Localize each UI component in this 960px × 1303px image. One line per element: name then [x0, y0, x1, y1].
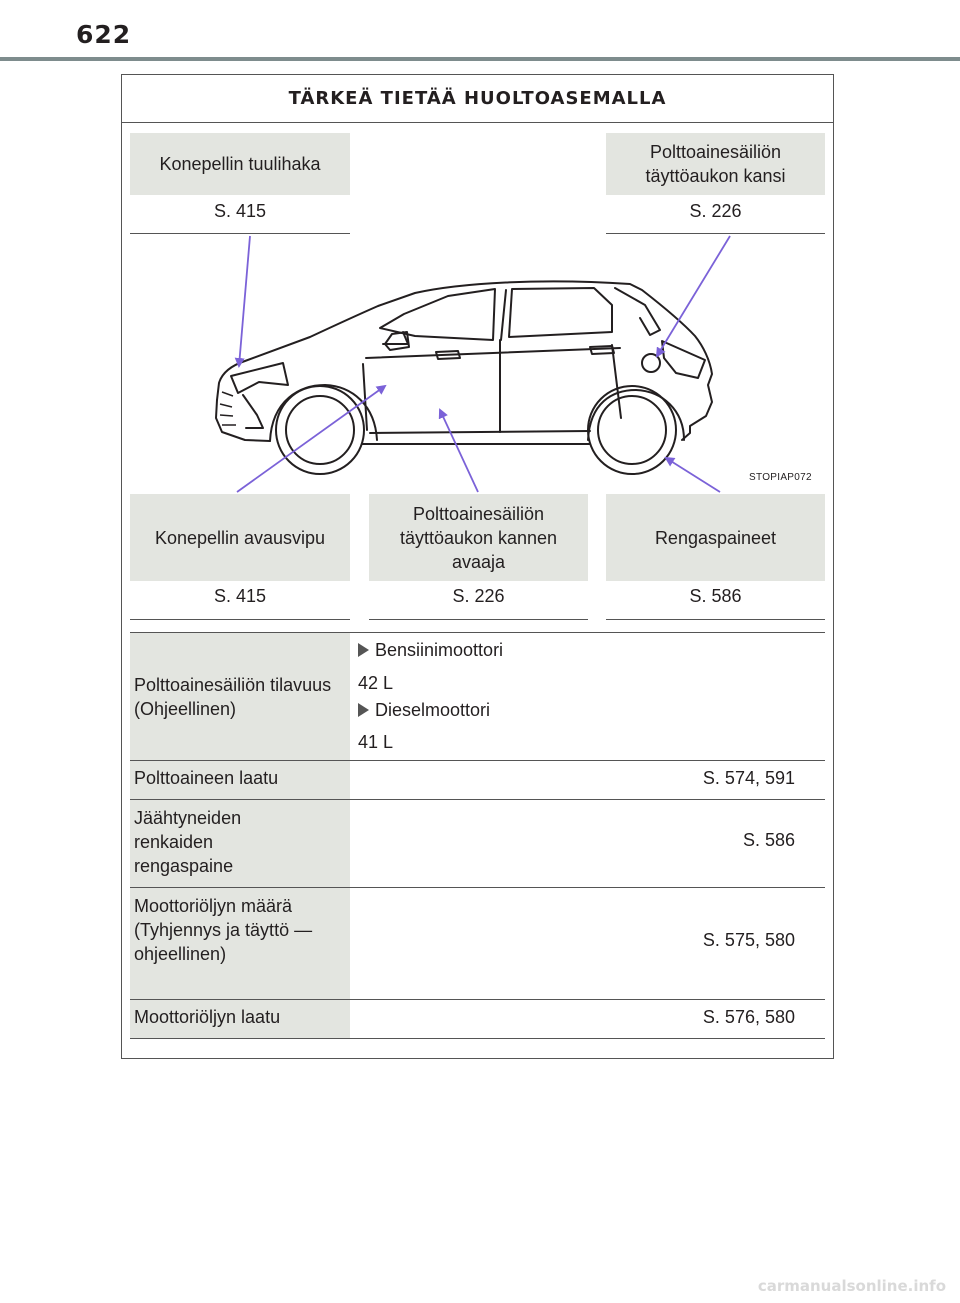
spec-value [350, 761, 825, 799]
spec-table [130, 632, 825, 1039]
spec-label: Moottoriöljyn laatu [130, 1000, 350, 1038]
list-item [358, 698, 817, 722]
callout-fuel-door-opener: Polttoainesäiliön täyttöaukon kannen avaaja [369, 494, 588, 581]
ref-tire-pressure: S. 586 [606, 586, 825, 620]
ref-hood-lever: S. 415 [130, 586, 350, 620]
spec-row-cold-tire-pressure [130, 799, 825, 887]
page-number: 622 [76, 20, 132, 49]
page-ref: S. 576, 580 [702, 1007, 795, 1027]
triangle-bullet-icon [358, 703, 369, 717]
ref-fuel-door: S. 226 [606, 201, 825, 234]
petrol-capacity: 42 L [358, 673, 394, 693]
spec-value [350, 888, 825, 999]
ref-hood-support: S. 415 [130, 201, 350, 234]
spec-row-oil-capacity [130, 887, 825, 999]
ref-fuel-door-opener: S. 226 [369, 586, 588, 620]
spec-label: Jäähtyneiden renkaiden rengaspaine [130, 800, 350, 887]
spec-row-oil-quality [130, 999, 825, 1039]
triangle-bullet-icon [358, 643, 369, 657]
spec-value [350, 800, 825, 887]
callout-fuel-door: Polttoainesäiliön täyttöaukon kansi [606, 133, 825, 195]
spec-row-fuel-capacity [130, 632, 825, 760]
page-ref: S. 586 [742, 830, 795, 850]
page-ref: S. 575, 580 [702, 930, 795, 950]
figure-code: STOPIAP072 [749, 472, 812, 483]
page-ref: S. 574, 591 [702, 768, 795, 788]
spec-label: Polttoaineen laatu [130, 761, 350, 799]
callout-hood-support: Konepellin tuulihaka [130, 133, 350, 195]
spec-label: Polttoainesäiliön tilavuus (Ohjeellinen) [130, 633, 350, 760]
spec-value [350, 633, 825, 760]
callout-hood-lever: Konepellin avausvipu [130, 494, 350, 581]
section-title: TÄRKEÄ TIETÄÄ HUOLTOASEMALLA [122, 75, 833, 123]
list-item [358, 638, 817, 662]
spec-value [350, 1000, 825, 1038]
spec-row-fuel-quality [130, 760, 825, 799]
diesel-engine-label: Dieselmoottori [375, 700, 491, 720]
spec-label: Moottoriöljyn määrä (Tyhjennys ja täyttö — ohjeellinen) [130, 888, 350, 999]
callout-tire-pressure: Rengaspaineet [606, 494, 825, 581]
header-rule [0, 57, 960, 61]
diesel-capacity: 41 L [358, 732, 394, 752]
footer-watermark: carmanualsonline.info [757, 1277, 946, 1295]
petrol-engine-label: Bensiinimoottori [375, 640, 504, 660]
